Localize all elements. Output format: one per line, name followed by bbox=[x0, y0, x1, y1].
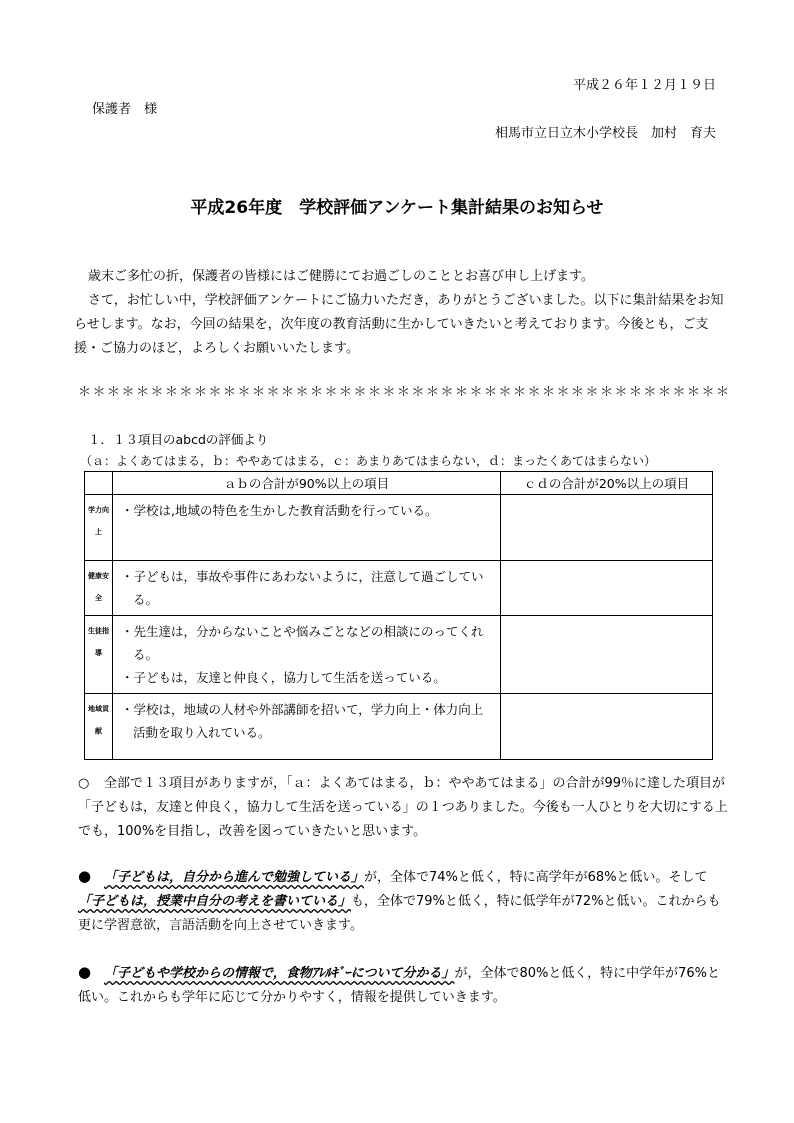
table-header-ab: ａｂの合計が90%以上の項目 bbox=[113, 472, 501, 495]
evaluation-table bbox=[84, 471, 713, 760]
table-header-cd: ｃｄの合計が20%以上の項目 bbox=[501, 472, 713, 495]
category-cell: 地域貢献 bbox=[85, 694, 113, 760]
finding-text: が，全体で74%と低く，特に高学年が68%と低い。そして bbox=[364, 870, 708, 885]
finding-emphasis: 「子どもは，自分から進んで勉強している」 bbox=[104, 870, 365, 885]
ab-items-cell bbox=[113, 561, 501, 616]
bullet-mark: ● bbox=[78, 963, 92, 981]
circle-mark: ○ bbox=[78, 776, 90, 791]
category-cell: 学力向上 bbox=[85, 495, 113, 561]
category-cell: 生徒指導 bbox=[85, 616, 113, 694]
table-row bbox=[85, 616, 713, 694]
intro-paragraph-2 bbox=[74, 289, 734, 361]
rating-legend: （ａ：よくあてはまる，ｂ：ややあてはまる，ｃ：あまりあてはまらない，ｄ：まったくあてはまらない） bbox=[80, 454, 657, 468]
ab-items-cell bbox=[113, 616, 501, 694]
finding-note-1 bbox=[78, 864, 728, 938]
finding-text: が，全体で80%と低く，特に中学年が76%と低い。これからも学年に応じて分かりやすく，情報を提供していきます。 bbox=[78, 966, 721, 1005]
addressee: 保護者 様 bbox=[92, 102, 158, 117]
list-item: ・子どもは，友達と仲良く，協力して生活を送っている。 bbox=[121, 670, 446, 685]
table-row bbox=[85, 495, 713, 561]
finding-emphasis: 「子どもは，授業中自分の考えを書いている」 bbox=[78, 894, 352, 909]
finding-note-2 bbox=[78, 960, 728, 1010]
section-heading: １．１３項目のabcdの評価より bbox=[88, 432, 269, 447]
table-row bbox=[85, 561, 713, 616]
intro-paragraph-1 bbox=[74, 265, 734, 289]
page-title: 平成26年度 学校評価アンケート集計結果のお知らせ bbox=[190, 198, 604, 218]
sender: 相馬市立日立木小学校長 加村 育夫 bbox=[494, 126, 716, 141]
separator-line: ＊＊＊＊＊＊＊＊＊＊＊＊＊＊＊＊＊＊＊＊＊＊＊＊＊＊＊＊＊＊＊＊＊＊＊＊＊＊＊＊＊＊＊＊＊ bbox=[78, 385, 731, 400]
cd-items-cell bbox=[501, 561, 713, 616]
intro-text-1: 歳末ご多忙の折，保護者の皆様にはご健勝にてお過ごしのこととお喜び申し上げます。 bbox=[88, 269, 594, 284]
category-cell: 健康安全 bbox=[85, 561, 113, 616]
cd-items-cell bbox=[501, 495, 713, 561]
list-item: ・学校は，地域の人材や外部講師を招いて，学力向上・体力向上活動を取り入れている。 bbox=[121, 702, 484, 740]
ab-items-cell bbox=[113, 694, 501, 760]
list-item: ・先生達は，分からないことや悩みごとなどの相談にのってくれる。 bbox=[121, 624, 484, 662]
finding-emphasis: 「子どもや学校からの情報で，食物ｱﾚﾙｷﾞｰについて分かる」 bbox=[104, 966, 455, 981]
list-item: ・学校は,地域の特色を生かした教育活動を行っている。 bbox=[121, 503, 438, 518]
summary-note bbox=[78, 772, 728, 844]
intro-text-2: さて，お忙しい中，学校評価アンケートにご協力いただき，ありがとうございました。以下に集計結果をお知らせします。なお，今回の結果を，次年度の教育活動に生かしていきたいと考えております。今後とも，ご支援・ご協力のほど，よろしくお願いいたします。 bbox=[74, 293, 724, 356]
bullet-mark: ● bbox=[78, 867, 92, 885]
table-row bbox=[85, 694, 713, 760]
list-item: ・子どもは，事故や事件にあわないように，注意して過ごしている。 bbox=[121, 569, 484, 607]
finding-text: も，全体で79%と低く，特に低学年が72%と低い。これからも更に学習意欲，言語活動を向上させていきます。 bbox=[78, 894, 721, 933]
table-header-empty bbox=[85, 472, 113, 495]
document-date: 平成２６年１２月１９日 bbox=[572, 78, 716, 93]
cd-items-cell bbox=[501, 616, 713, 694]
table-header-row bbox=[85, 472, 713, 495]
ab-items-cell bbox=[113, 495, 501, 561]
cd-items-cell bbox=[501, 694, 713, 760]
summary-note-text: 全部で１３項目がありますが，「ａ：よくあてはまる，ｂ：ややあてはまる」の合計が99％に達した項目が「子どもは，友達と仲良く，協力して生活を送っている」の１つありました。今後も一人ひとりを大切にする上でも，100%を目指し，改善を図っていきたいと思います。 bbox=[78, 776, 728, 839]
